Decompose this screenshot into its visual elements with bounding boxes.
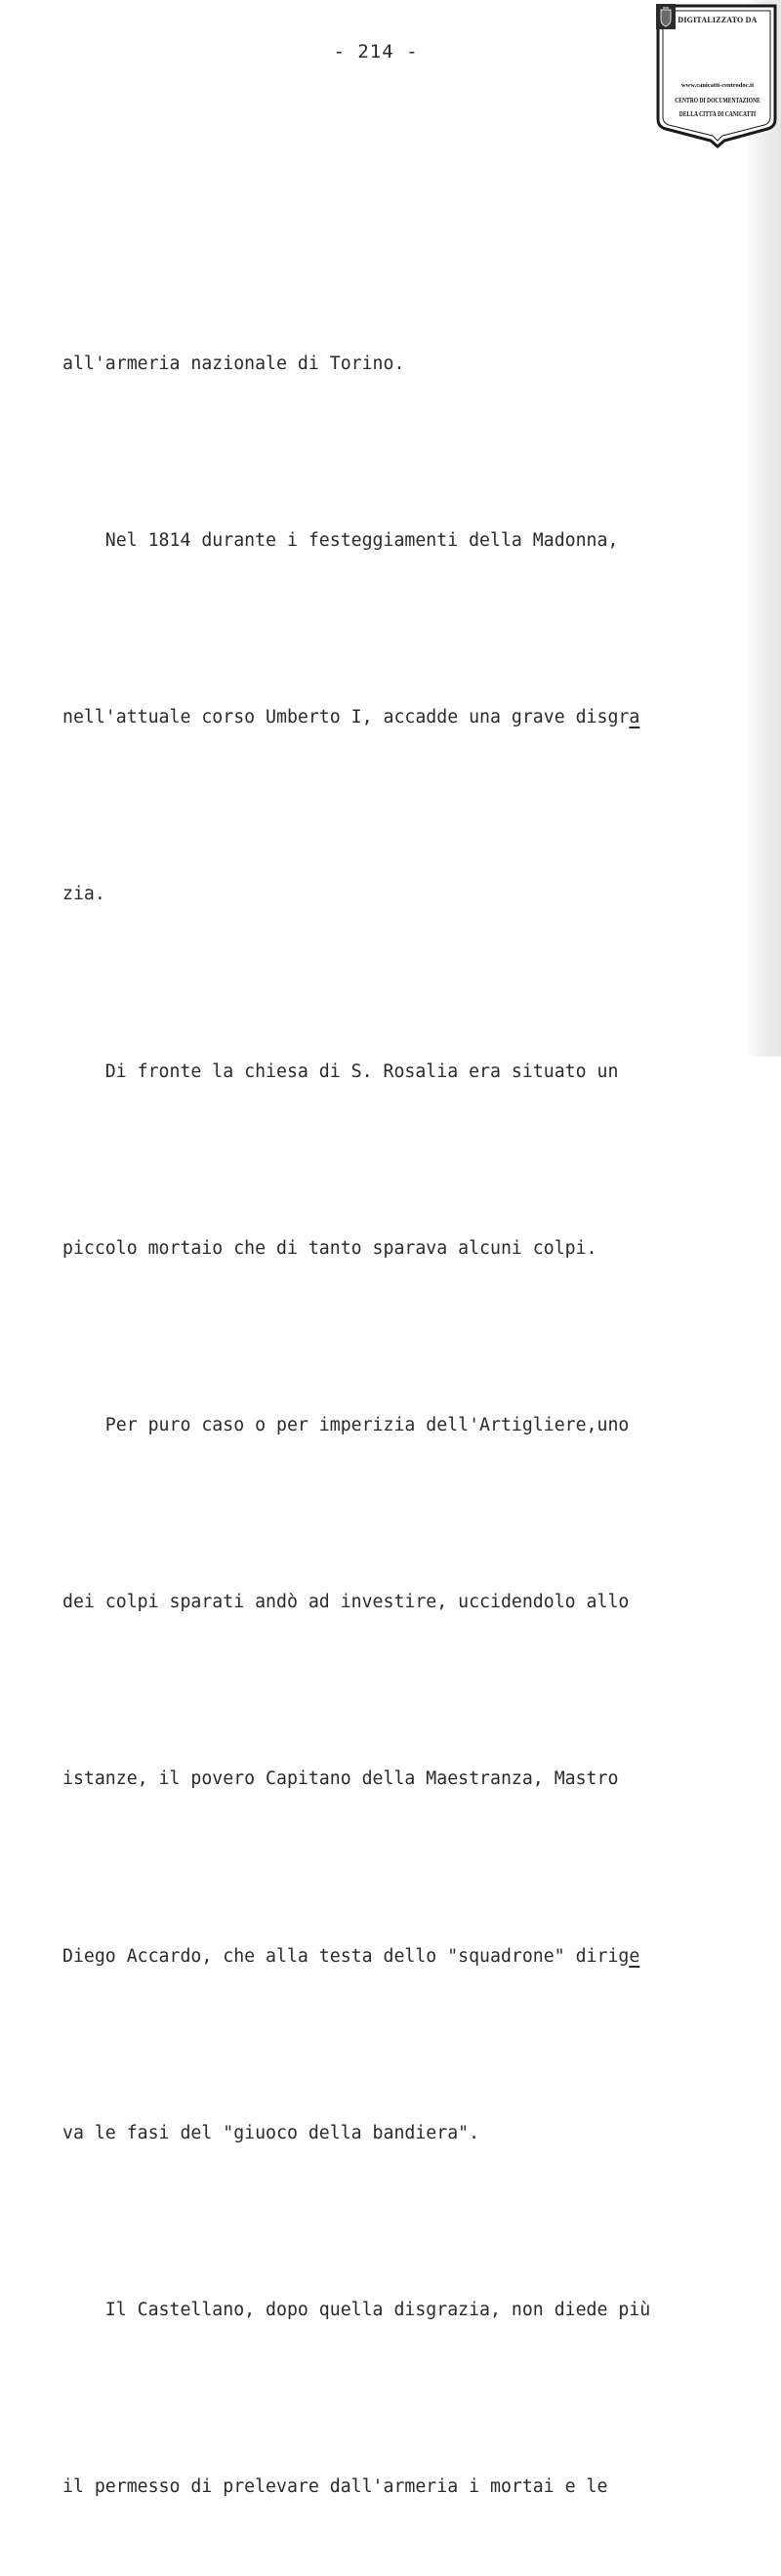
text-line: Per puro caso o per imperizia dell'Artigliere,uno	[62, 1415, 630, 1436]
page-number: - 214 -	[333, 41, 419, 62]
text-line: piccolo mortaio che di tanto sparava alcuni colpi.	[62, 1237, 597, 1259]
stamp-url: www.canicatti-centrodoc.it	[680, 82, 755, 89]
text-line: Diego Accardo, che alla testa dello "squadrone" dirige	[62, 1945, 640, 1967]
stamp-line-1: CENTRO DI DOCUMENTAZIONE	[675, 98, 760, 104]
text-line: il permesso di prelevare dall'armeria i mortai e le	[62, 2476, 608, 2498]
page-edge-shadow	[746, 0, 781, 1057]
text-line: Il Castellano, dopo quella disgrazia, non diede più	[62, 2300, 651, 2321]
coat-of-arms-icon	[656, 4, 676, 29]
text-line: istanze, il povero Capitano della Maestranza, Mastro	[62, 1768, 619, 1790]
digitization-stamp	[656, 4, 779, 146]
typed-body-text	[62, 217, 746, 2576]
text-line: va le fasi del "giuoco della bandiera".	[62, 2122, 480, 2143]
text-line: all'armeria nazionale di Torino.	[62, 353, 405, 374]
stamp-title: DIGITALIZZATO DA	[678, 16, 758, 24]
text-line: Nel 1814 durante i festeggiamenti della Madonna,	[62, 530, 619, 552]
text-line: zia.	[62, 884, 105, 905]
text-line: nell'attuale corso Umberto I, accadde una grave disgra	[62, 707, 640, 728]
text-line: Di fronte la chiesa di S. Rosalia era situato un	[62, 1060, 619, 1082]
stamp-line-2: DELLA CITTÀ DI CANICATTÌ	[678, 111, 757, 118]
text-line: dei colpi sparati andò ad investire, uccidendolo allo	[62, 1592, 630, 1613]
